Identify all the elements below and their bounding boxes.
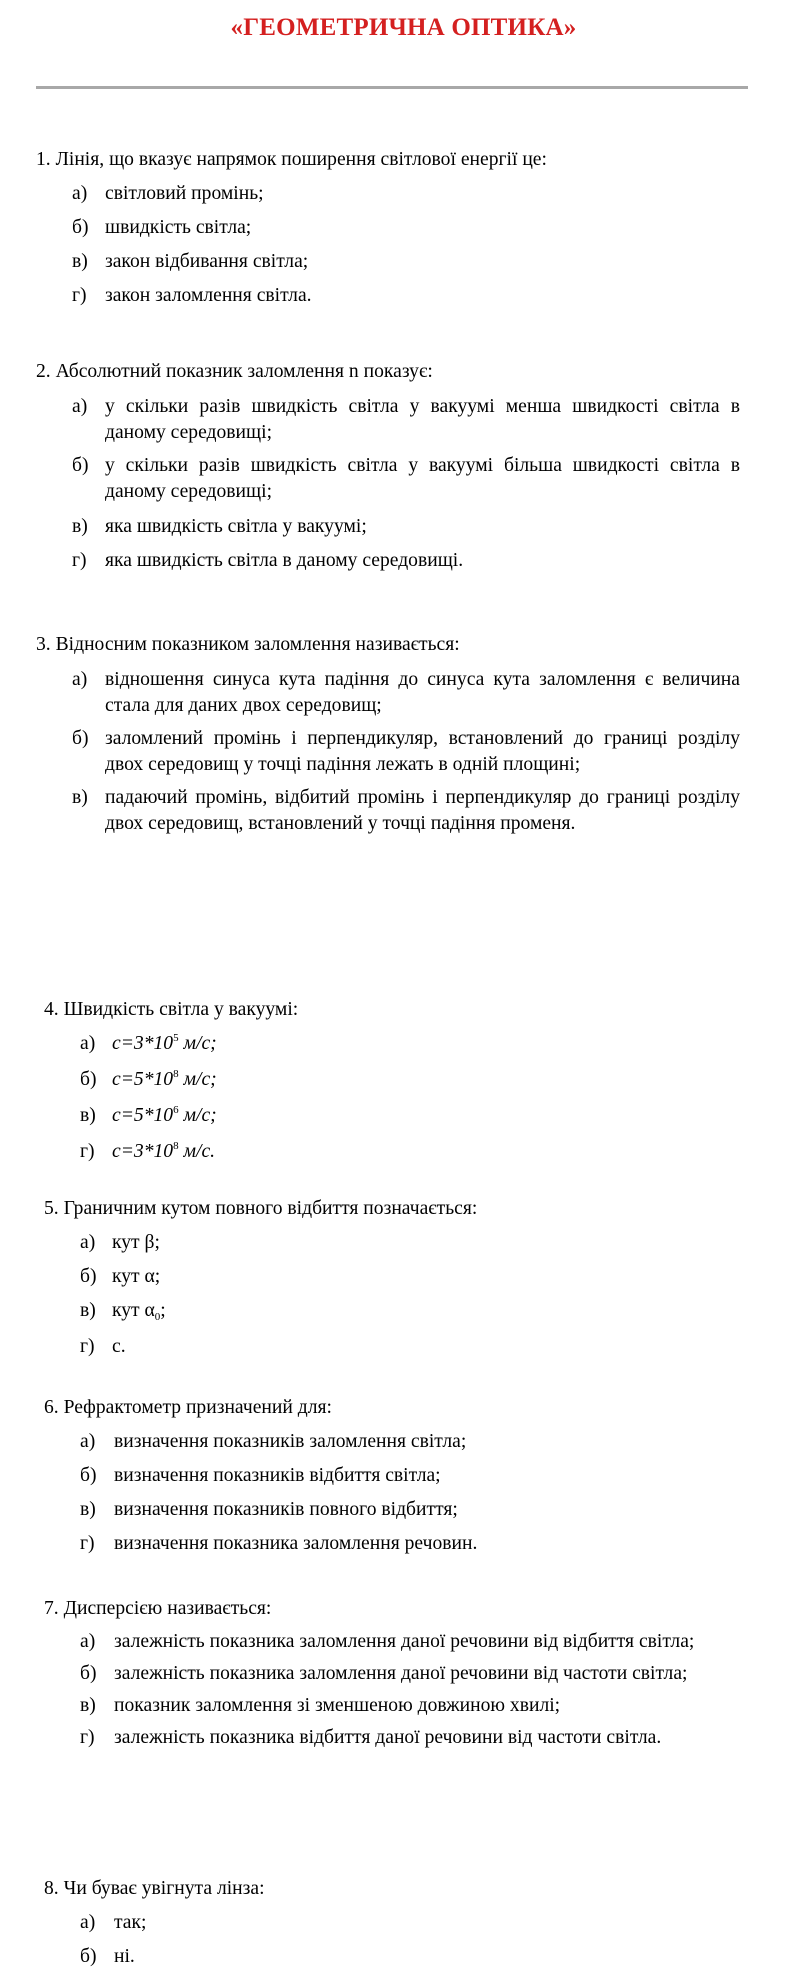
answer-option [36, 785, 740, 837]
question-7 [44, 1597, 704, 1749]
question-stem: 7. Дисперсією називається: [44, 1598, 272, 1619]
option-text: показник заломлення зі зменшеною довжиною хвилі; [114, 1695, 561, 1716]
option-marker: а) [72, 396, 88, 417]
formula-unit: м/с; [183, 1033, 217, 1054]
option-text: швидкість світла; [105, 217, 252, 238]
option-marker: б) [80, 1946, 97, 1967]
option-text-tail: ; [160, 1300, 166, 1321]
option-text: у скільки разів швидкість світла у вакуумі менша швидкості світла в даному середовищі; [105, 396, 740, 443]
question-3 [36, 633, 740, 837]
option-marker: а) [72, 669, 88, 690]
formula-exponent: 5 [173, 1032, 179, 1044]
option-text: визначення показників заломлення світла; [114, 1431, 467, 1452]
option-marker: б) [80, 1465, 97, 1486]
question-stem: 4. Швидкість світла у вакуумі: [44, 999, 299, 1020]
formula-base: c=3*10 [112, 1033, 174, 1054]
answer-option [36, 549, 740, 573]
option-marker: а) [72, 183, 88, 204]
answer-option [36, 250, 736, 274]
answer-option [36, 394, 740, 446]
option-text: c. [112, 1336, 126, 1357]
question-2 [36, 360, 740, 573]
formula-base: c=5*10 [112, 1069, 174, 1090]
option-marker: б) [80, 1663, 97, 1684]
question-6 [44, 1396, 694, 1556]
answer-option [44, 1727, 704, 1749]
answer-option [44, 1498, 694, 1522]
option-text: закон відбивання світла; [105, 251, 309, 272]
option-marker: а) [80, 1912, 96, 1933]
formula-unit: м/с; [183, 1105, 217, 1126]
option-marker: в) [72, 787, 88, 808]
question-4 [44, 998, 694, 1166]
option-marker: а) [80, 1232, 96, 1253]
option-marker: г) [80, 1141, 95, 1162]
question-stem: 1. Лінія, що вказує напрямок поширення світлової енергії це: [36, 149, 547, 170]
option-marker: в) [72, 251, 88, 272]
answer-option [44, 1299, 694, 1325]
option-text: залежність показника заломлення даної речовини від частоти світла; [114, 1663, 688, 1684]
option-text: залежність показника відбиття даної речовини від частоти світла. [114, 1727, 662, 1748]
answer-option [44, 1265, 694, 1289]
title-divider [36, 86, 748, 89]
option-marker: б) [72, 455, 89, 476]
option-marker: в) [80, 1300, 96, 1321]
option-marker: г) [72, 550, 87, 571]
formula-exponent: 8 [173, 1068, 179, 1080]
answer-option [44, 1464, 694, 1488]
option-text: заломлений промінь і перпендикуляр, встановлений до границі розділу двох середовищ у точці падіння лежать в одній площині; [105, 728, 740, 775]
option-text: закон заломлення світла. [105, 285, 312, 306]
answer-option [44, 1532, 694, 1556]
option-text: визначення показника заломлення речовин. [114, 1533, 478, 1554]
option-text: кут β; [112, 1232, 160, 1253]
question-stem: 2. Абсолютний показник заломлення n показує: [36, 361, 433, 382]
formula-base: c=5*10 [112, 1105, 174, 1126]
answer-option [44, 1695, 704, 1717]
answer-option [36, 667, 740, 719]
option-marker: в) [80, 1499, 96, 1520]
option-marker: а) [80, 1033, 96, 1054]
option-marker: б) [72, 728, 89, 749]
answer-option [44, 1231, 694, 1255]
answer-option [44, 1631, 704, 1653]
option-marker: б) [72, 217, 89, 238]
option-text: визначення показників повного відбиття; [114, 1499, 458, 1520]
option-text: визначення показників відбиття світла; [114, 1465, 441, 1486]
question-stem: 6. Рефрактометр призначений для: [44, 1397, 332, 1418]
answer-option [44, 1140, 694, 1166]
formula-exponent: 6 [173, 1104, 179, 1116]
answer-option [44, 1032, 694, 1058]
answer-option [36, 284, 736, 308]
option-marker: в) [80, 1695, 96, 1716]
formula-exponent: 8 [173, 1140, 179, 1152]
option-text: падаючий промінь, відбитий промінь і перпендикуляр до границі розділу двох середовищ, встановлений у точці падіння променя. [105, 787, 740, 834]
formula-base: c=3*10 [112, 1141, 174, 1162]
option-marker: б) [80, 1069, 97, 1090]
subscript: 0 [154, 1311, 161, 1323]
page-title: «ГЕОМЕТРИЧНА ОПТИКА» [230, 14, 577, 41]
answer-option [44, 1104, 694, 1130]
answer-option [36, 182, 736, 206]
formula-unit: м/с. [183, 1141, 216, 1162]
answer-option [44, 1945, 694, 1969]
option-marker: г) [80, 1533, 95, 1554]
option-text: відношення синуса кута падіння до синуса кута заломлення є величина стала для даних двох середовищ; [105, 669, 740, 716]
option-marker: г) [80, 1336, 95, 1357]
option-marker: в) [72, 516, 88, 537]
option-text: кут α [112, 1300, 155, 1321]
answer-option [44, 1911, 694, 1935]
question-1 [36, 148, 736, 308]
answer-option [44, 1335, 694, 1359]
option-text: у скільки разів швидкість світла у вакуумі більша швидкості світла в даному середовищі; [105, 455, 740, 502]
answer-option [44, 1430, 694, 1454]
option-marker: г) [80, 1727, 95, 1748]
option-marker: в) [80, 1105, 96, 1126]
question-8 [44, 1877, 694, 1969]
question-stem: 5. Граничним кутом повного відбиття позначається: [44, 1198, 478, 1219]
option-marker: а) [80, 1631, 96, 1652]
option-text: кут α; [112, 1266, 161, 1287]
answer-option [36, 726, 740, 778]
answer-option [36, 515, 740, 539]
question-stem: 3. Відносним показником заломлення називається: [36, 634, 460, 655]
option-marker: б) [80, 1266, 97, 1287]
option-text: залежність показника заломлення даної речовини від відбиття світла; [114, 1631, 695, 1652]
answer-option [36, 453, 740, 505]
option-text: яка швидкість світла у вакуумі; [105, 516, 367, 537]
answer-option [44, 1068, 694, 1094]
question-5 [44, 1197, 694, 1359]
option-text: ні. [114, 1946, 135, 1967]
formula-unit: м/с; [183, 1069, 217, 1090]
answer-option [36, 216, 736, 240]
option-text: світловий промінь; [105, 183, 264, 204]
option-text: так; [114, 1912, 147, 1933]
answer-option [44, 1663, 704, 1685]
option-marker: а) [80, 1431, 96, 1452]
option-text: яка швидкість світла в даному середовищі. [105, 550, 464, 571]
option-marker: г) [72, 285, 87, 306]
question-stem: 8. Чи буває увігнута лінза: [44, 1878, 265, 1899]
